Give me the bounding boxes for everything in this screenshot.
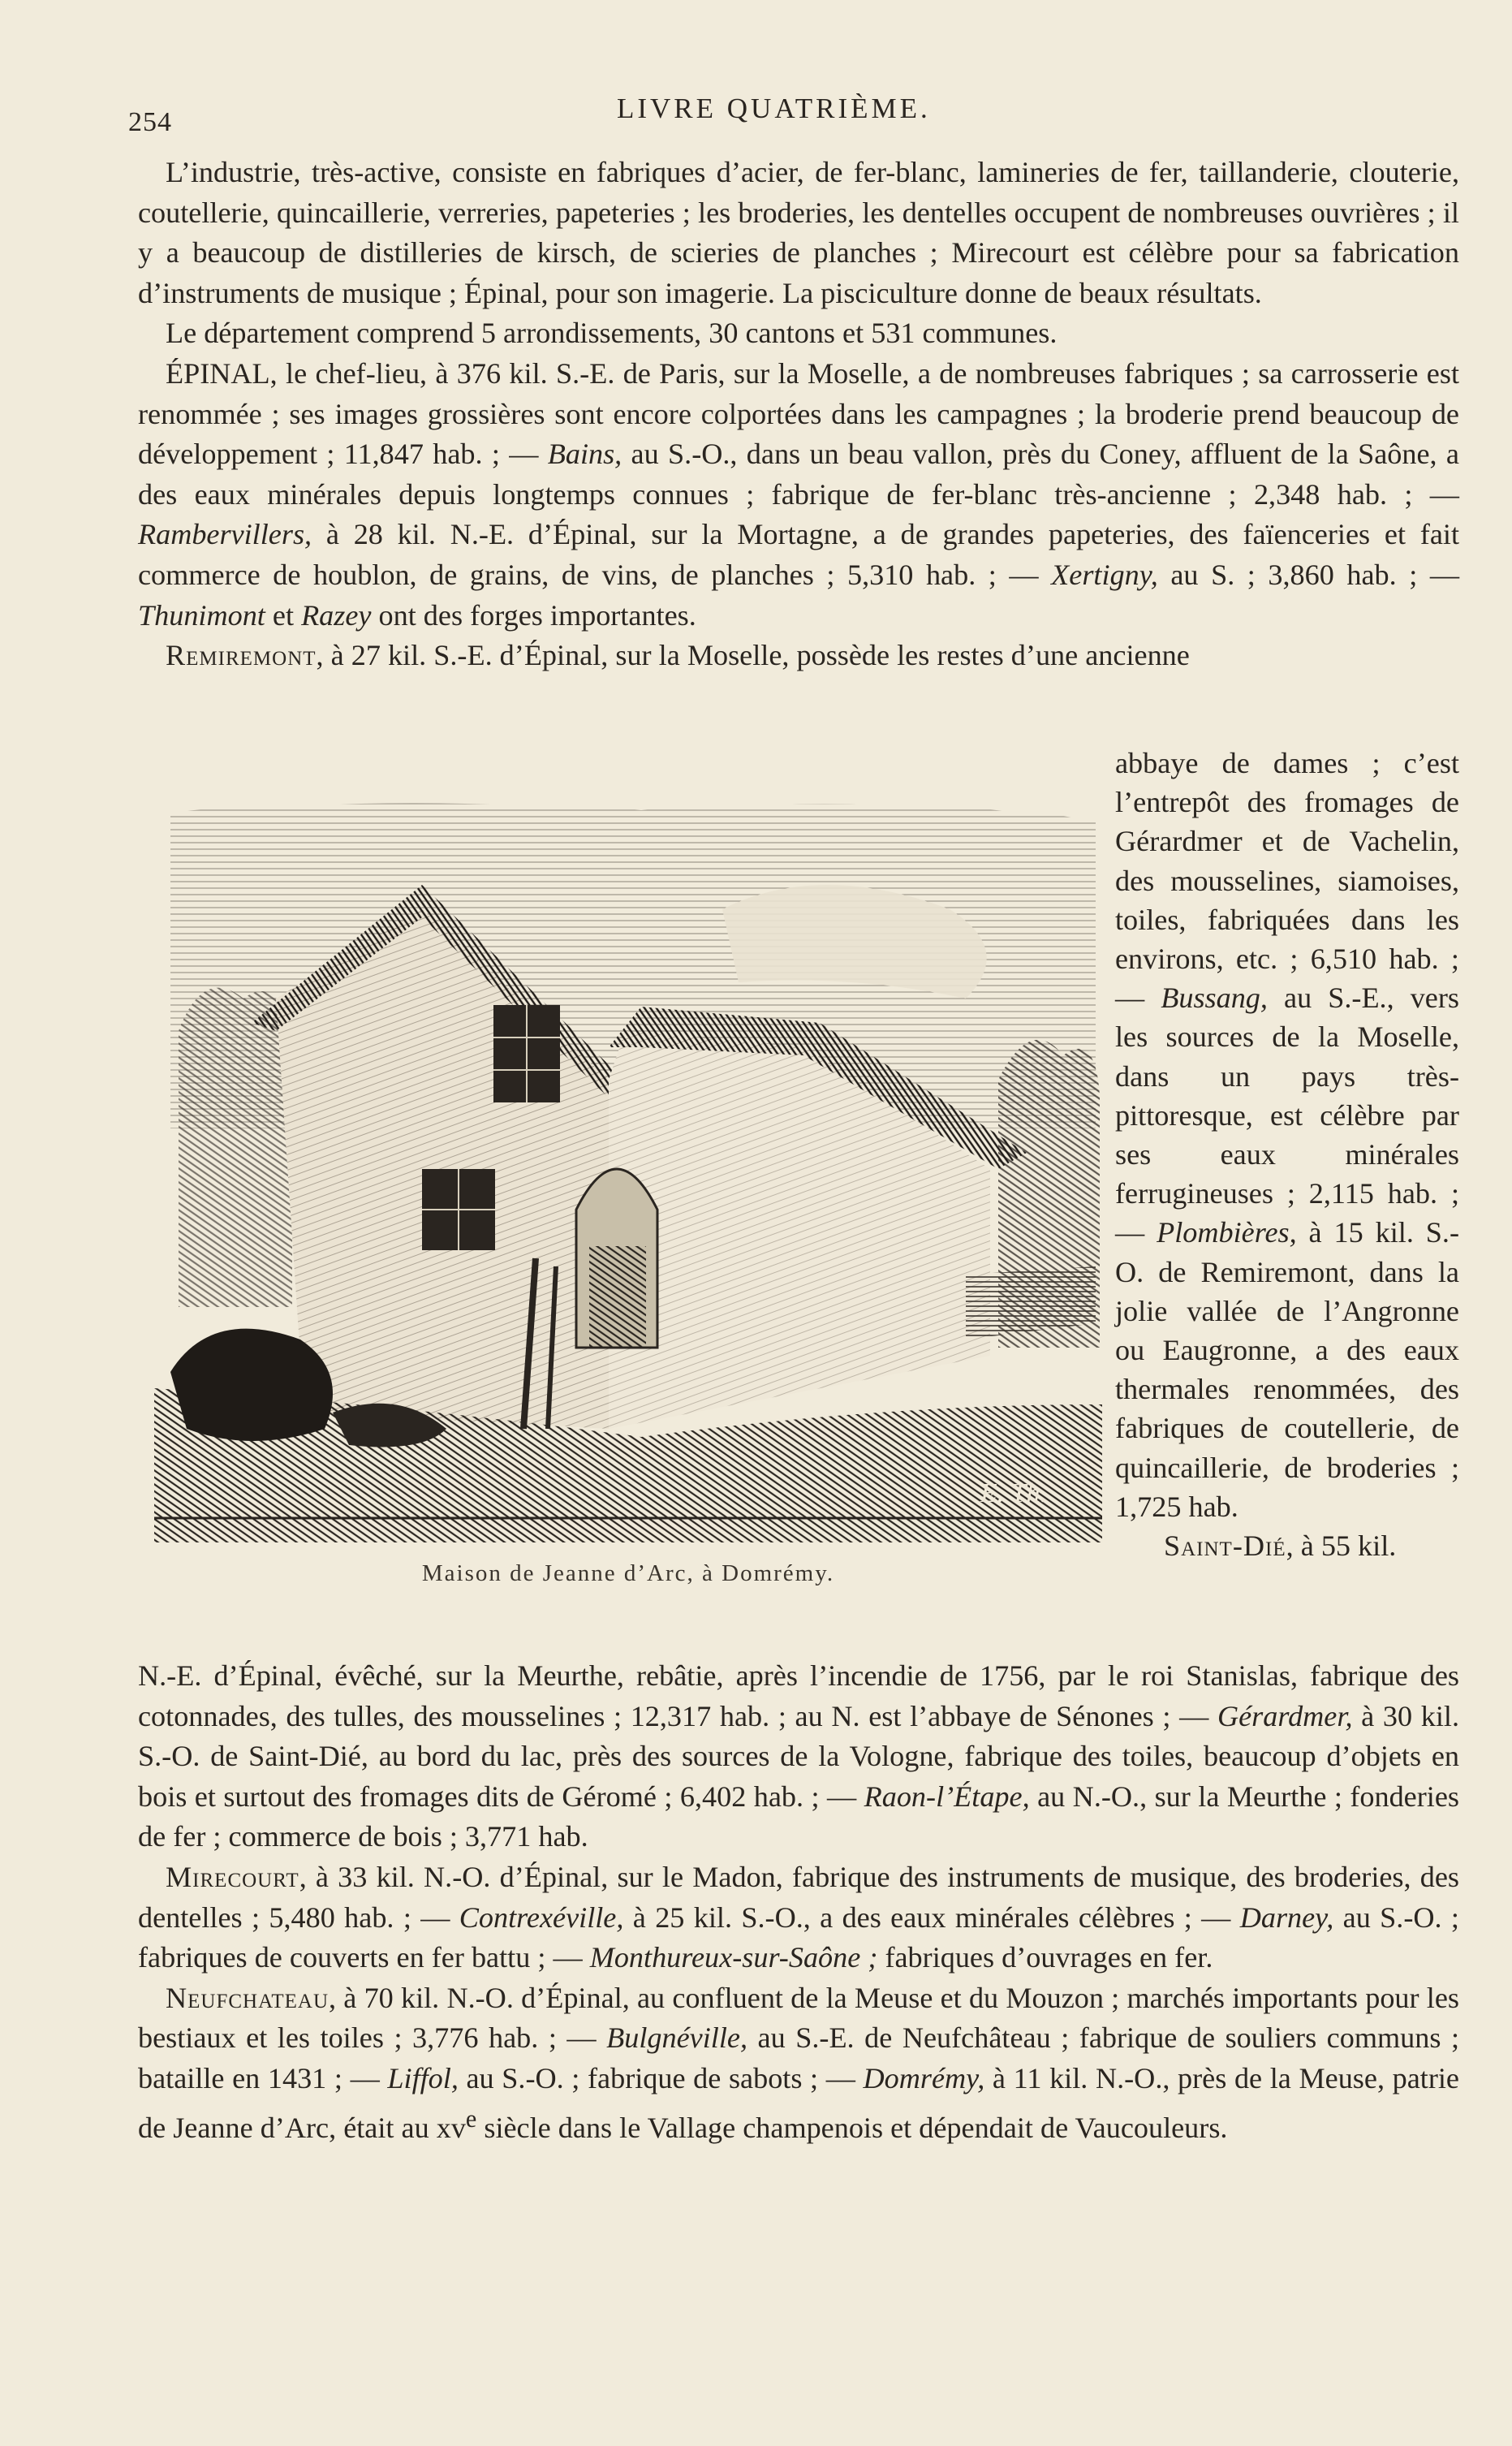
paragraph-remiremont-start: Remiremont, à 27 kil. S.-E. d’Épinal, sur la Moselle, possède les restes d’une ancienne [166,639,1190,672]
body-text-top [138,153,1459,676]
paragraph-industry: L’industrie, très-active, consiste en fabriques d’acier, de fer-blanc, lamineries de fer, taillanderie, clouterie, coutellerie, quincaillerie, verreries, papeteries ; les broderies, les dentelles occupent de nombreuses ouvrières ; il y a beaucoup de distilleries de kirsch, de scieries de planches ; Mirecourt est célèbre pour sa fabrication d’instruments de musique ; Épinal, pour son imagerie. La pisciculture donne de beaux résultats. [138,156,1459,309]
paragraph-saint-die-continued: N.-E. d’Épinal, évêché, sur la Meurthe, rebâtie, après l’incendie de 1756, par le roi Stanislas, fabrique des cotonnades, des tulles, des mousselines ; 12,317 hab. ; au N. est l’abbaye de Sénones ; — Gérardmer, à 30 kil. S.-O. de Saint-Dié, au bord du lac, près des sources de la Vologne, fabrique des toiles, beaucoup d’objets en bois et surtout des fromages dits de Géromé ; 6,402 hab. ; — Raon-l’Étape, au N.-O., sur la Meurthe ; fonderies de fer ; commerce de bois ; 3,771 hab. [138,1659,1459,1853]
figure-caption: Maison de Jeanne d’Arc, à Domrémy. [421,1560,835,1586]
paragraph-epinal: ÉPINAL, le chef-lieu, à 376 kil. S.-E. de Paris, sur la Moselle, a de nombreuses fabriques ; sa carrosserie est renommée ; ses images grossières sont encore colportées dans les campagnes ; la broderie prend beaucoup de développement ; 11,847 hab. ; — Bains, au S.-O., dans un beau vallon, près du Coney, affluent de la Saône, a des eaux minérales depuis longtemps connues ; fabrique de fer-blanc très-ancienne ; 2,348 hab. ; — Rambervillers, à 28 kil. N.-E. d’Épinal, sur la Mortagne, a de grandes papeteries, des faïenceries et fait commerce de houblon, de grains, de vins, de planches ; 5,310 hab. ; — Xertigny, au S. ; 3,860 hab. ; — Thunimont et Razey ont des forges importantes. [138,356,1460,632]
body-text-bottom [138,1656,1459,2148]
paragraph-mirecourt: Mirecourt, à 33 kil. N.-O. d’Épinal, sur le Madon, fabrique des instruments de musique, des broderies, des dentelles ; 5,480 hab. ; — Contrexéville, à 25 kil. S.-O., a des eaux minérales célèbres ; — Darney, au S.-O. ; fabriques de couverts en fer battu ; — Monthureux-sur-Saône ; fabriques d’ouvrages en fer. [138,1860,1459,1974]
engraver-signature: E. Th. [980,1478,1047,1508]
body-text-side [1115,744,1459,1565]
paragraph-neufchateau: Neufchateau, à 70 kil. N.-O. d’Épinal, au confluent de la Meuse et du Mouzon ; marchés importants pour les bestiaux et les toiles ; 3,776 hab. ; — Bulgnéville, au S.-E. de Neufchâteau ; fabrique de souliers communs ; bataille en 1431 ; — Liffol, au S.-O. ; fabrique de sabots ; — Domrémy, à 11 kil. N.-O., près de la Meuse, patrie de Jeanne d’Arc, était au $xv^e$ siècle dans le Vallage champenois et dépendait de Vaucouleurs. [138,1981,1459,2144]
paragraph-department: Le département comprend 5 arrondissements, 30 cantons et 531 communes. [166,317,1058,350]
house-engraving [154,787,1102,1542]
running-head: LIVRE QUATRIÈME. [617,93,931,124]
paragraph-remiremont-continued: abbaye de dames ; c’est l’entrepôt des fromages de Gérardmer et de Vachelin, des mousselines, siamoises, toiles, fabriquées dans les environs, etc. ; 6,510 hab. ; — Bussang, au S.-E., vers les sources de la Moselle, dans un pays très-pittoresque, est célèbre par ses eaux minérales ferrugineuses ; 2,115 hab. ; — Plombières, à 15 kil. S.-O. de Remiremont, dans la jolie vallée de l’Angronne ou Eaugronne, a des eaux thermales renommées, des fabriques de coutellerie, de quincaillerie, de broderies ; 1,725 hab. [1115,747,1459,1523]
paragraph-saint-die-start: Saint-Dié, à 55 kil. [1164,1529,1397,1563]
engraving-figure [154,787,1102,1542]
page-number: 254 [128,107,172,137]
